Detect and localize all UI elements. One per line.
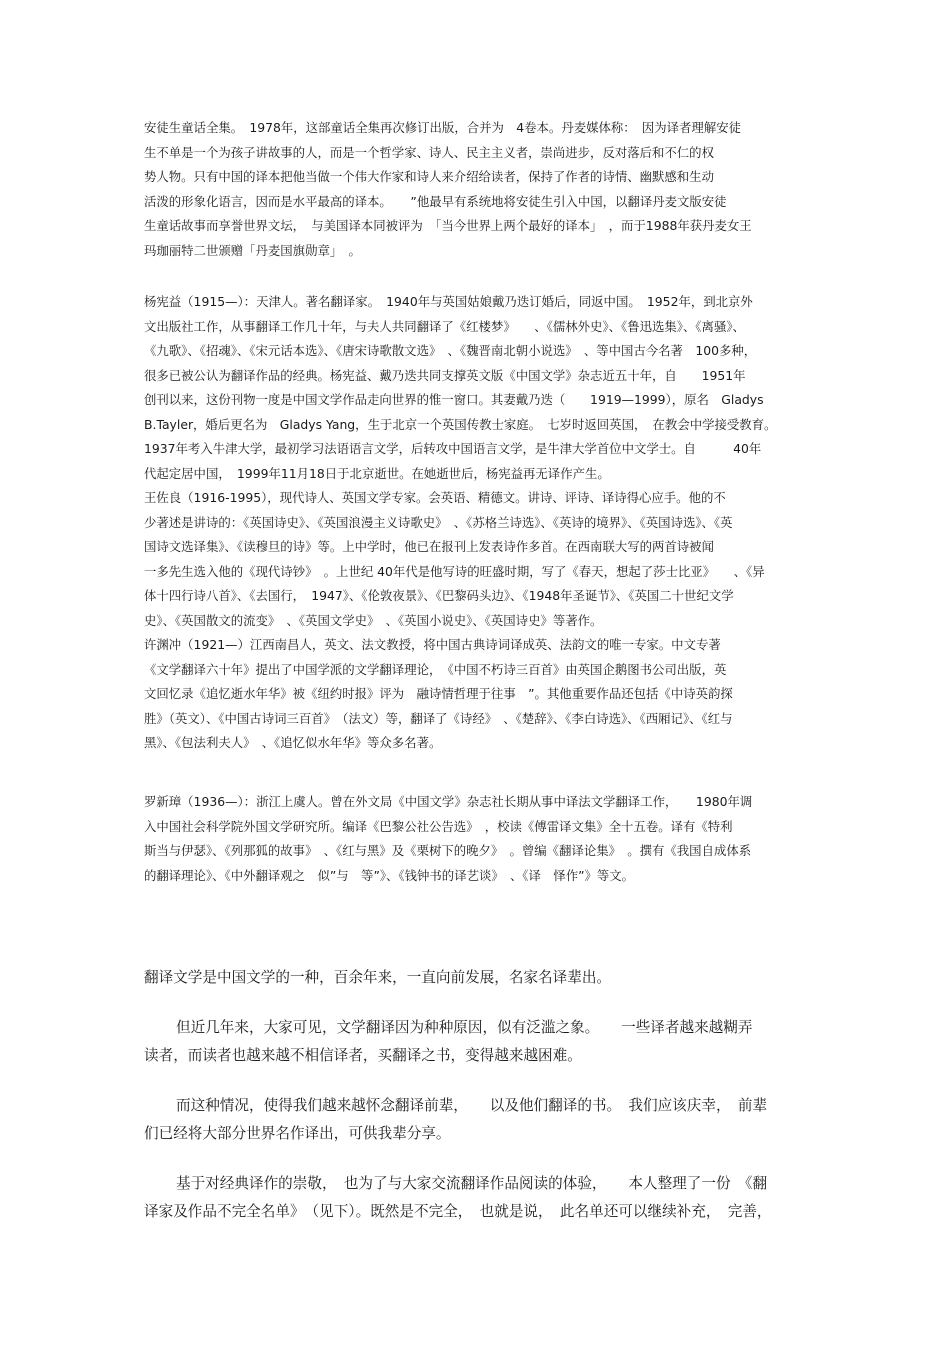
text-line: 的翻译理论》、《中外翻译观之 似”与 等”》、《钱钟书的译艺谈》 、《译 怿作”》等文。 [144,867,635,883]
andersen-translation-paragraph [144,116,816,263]
text-line: B.Tayler，婚后更名为 Gladys Yang，生于北京一个英国传教士家庭。 七岁时返回英国， 在教会中学接受教育。 [144,416,777,432]
text-line: 王佐良（1916-1995），现代诗人、英国文学专家。会英语、精德文。讲诗、评诗、译诗得心应手。他的不 [144,490,726,505]
essay-intro [144,964,816,1226]
text-line: 很多已被公认为翻译作品的经典。杨宪益、戴乃迭共同支撑英文版《中国文学》杂志近五十年，自 1951年 [144,367,746,383]
essay-line: 基于对经典译作的崇敬， 也为了与大家交流翻译作品阅读的体验， 本人整理了一份 《翻 [176,1175,768,1192]
text-line: 《文学翻译六十年》提出了中国学派的文学翻译理论， 《中国不朽诗三百首》由英国企鹅图书公司出版，英 [144,661,727,677]
essay-line: 而这种情况，使得我们越来越怀念翻译前辈， 以及他们翻译的书。 我们应该庆幸， 前辈 [176,1097,768,1114]
text-line: 入中国社会科学院外国文学研究所。编译《巴黎公社公告选》 ，校读《傅雷译文集》全十五卷。译有《特利 [144,818,733,834]
essay-line: 译家及作品不完全名单》 （见下）。既然是不完全， 也就是说， 此名单还可以继续补充， 完善， [144,1203,772,1220]
text-line: 文回忆录《追忆逝水年华》被《纽约时报》评为 融诗情哲理于往事 ”。其他重要作品还包括《中诗英韵探 [144,686,733,701]
essay-line: 但近几年来，大家可见，文学翻译因为种种原因，似有泛滥之象。 一些译者越来越糊弄 [176,1019,753,1036]
text-line: 文出版社工作，从事翻译工作几十年，与夫人共同翻译了《红楼梦》 、《儒林外史》、《鲁迅选集》、《离骚》、 [144,318,745,334]
essay-line: 们已经将大部分世界名作译出，可供我辈分享。 [144,1125,451,1142]
text-line: 杨宪益（1915—）：天津人。著名翻译家。 1940年与英国姑娘戴乃迭订婚后，同返中国。 1952年，到北京外 [144,294,753,309]
text-line: 玛珈丽特二世颁赠「丹麦国旗勋章」 。 [144,242,361,258]
text-line: 1937年考入牛津大学，最初学习法语语言文学，后转攻中国语言文学，是牛津大学首位中文学士。自 40年 [144,441,762,456]
text-line: 一多先生选入他的《现代诗钞》 。上世纪 40年代是他写诗的旺盛时期，写了《春天，想起了莎士比亚》 、《异 [144,563,765,579]
text-line: 国诗文选译集》、《读穆旦的诗》等。上中学时，他已在报刊上发表诗作多首。在西南联大写的两首诗被闻 [144,539,714,554]
text-line: 生童话故事而享誉世界文坛， 与美国译本同被评为 「当今世界上两个最好的译本」 ，而于1988年获丹麦女王 [144,218,752,233]
essay-line: 翻译文学是中国文学的一种，百余年来，一直向前发展，名家名译辈出。 [144,969,612,986]
text-line: 史》、《英国散文的流变》 、《英国文学史》 、《英国小说史》、《英国诗史》等著作。 [144,612,603,628]
text-line: 胜》（英文）、《中国古诗词三百首》 （法文）等，翻译了《诗经》 、《楚辞》、《李白诗选》、《西厢记》、《红与 [144,710,733,726]
text-line: 黑》、《包法利夫人》 、《追忆似水年华》等众多名著。 [144,735,442,750]
text-line: 体十四行诗八首》、《去国行， 1947》、《伦敦夜景》、《巴黎码头边》、《1948年圣诞节》、《英国二十世纪文学 [144,588,734,603]
text-line: 势人物。只有中国的译本把他当做一个伟大作家和诗人来介绍给读者，保持了作者的诗情、幽默感和生动 [144,169,714,184]
text-line: 代起定居中国， 1999年11月18日于北京逝世。在她逝世后，杨宪益再无译作产生。 [144,465,610,481]
luo-xinzhang-bio [144,790,816,888]
text-line: 许渊冲（1921—）江西南昌人，英文、法文教授，将中国古典诗词译成英、法韵文的唯一专家。中文专著 [144,637,721,652]
text-line: 斯当与伊瑟》、《列那狐的故事》 、《红与黑》及《栗树下的晚夕》 。曾编《翻译论集》 。撰有《我国自成体系 [144,843,752,858]
text-line: 创刊以来，这份刊物一度是中国文学作品走向世界的惟一窗口。其妻戴乃迭（ 1919—1999），原名 Gladys [144,392,764,407]
essay-line: 读者，而读者也越来越不相信译者，买翻译之书，变得越来越困难。 [144,1047,582,1064]
translator-bios-block [144,290,816,756]
text-line: 《九歌》、《招魂》、《宋元话本选》、《唐宋诗歌散文选》 、《魏晋南北朝小说选》 、等中国古今名著 100多种， [144,343,757,358]
text-line: 生不单是一个为孩子讲故事的人，而是一个哲学家、诗人、民主主义者，崇尚进步，反对落后和不仁的权 [144,144,714,160]
text-line: 少著述是讲诗的：《英国诗史》、《英国浪漫主义诗歌史》 、《苏格兰诗选》、《英诗的境界》、《英国诗选》、《英 [144,514,733,530]
text-line: 安徒生童话全集。 1978年，这部童话全集再次修订出版，合并为 4卷本。丹麦媒体称： 因为译者理解安徒 [144,120,741,135]
text-line: 罗新璋（1936—）：浙江上虞人。曾在外文局《中国文学》杂志社长期从事中译法文学翻译工作， 1980年调 [144,794,753,809]
text-line: 活泼的形象化语言，因而是水平最高的译本。 ”他最早有系统地将安徒生引入中国，以翻译丹麦文版安徒 [144,193,727,209]
